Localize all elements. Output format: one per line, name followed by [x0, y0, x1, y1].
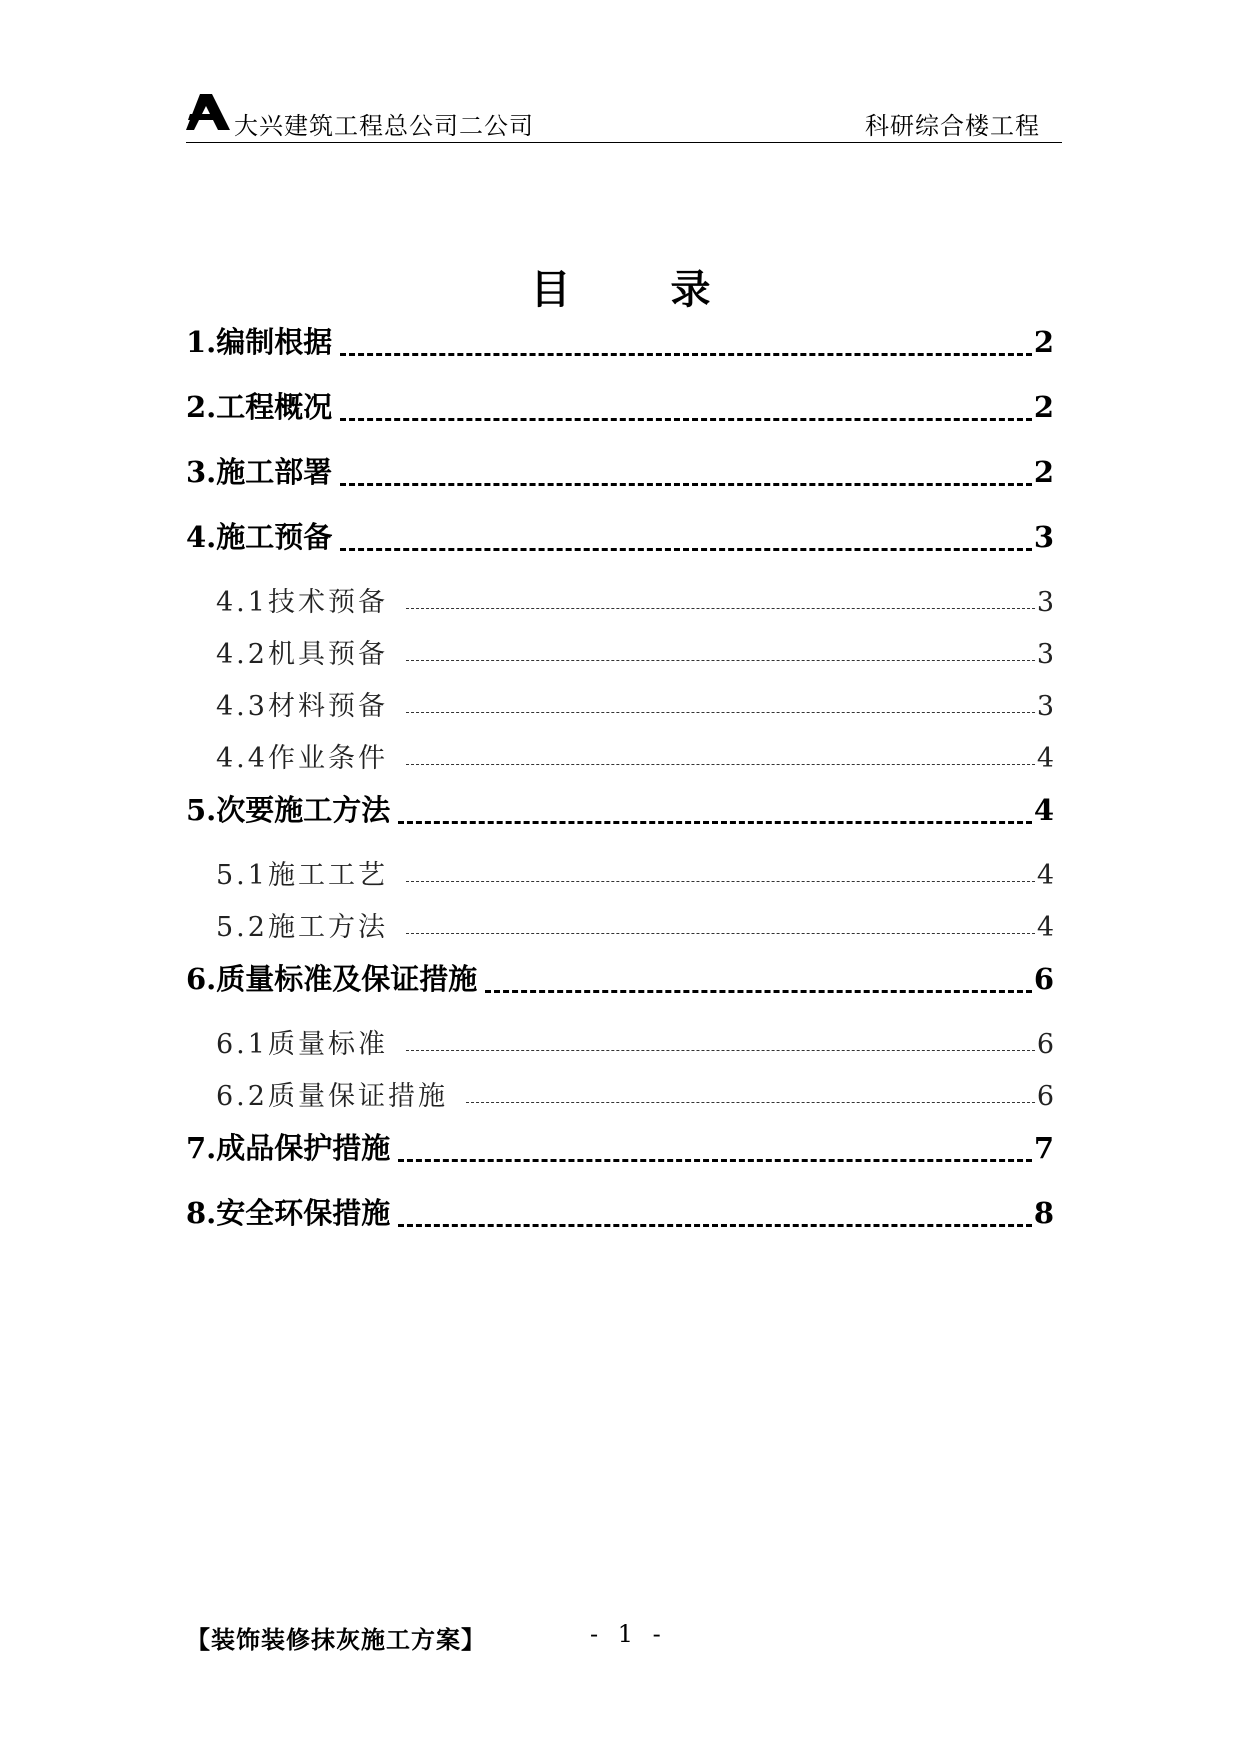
toc-leader — [406, 712, 1035, 713]
company-name: 大兴建筑工程总公司二公司 — [234, 112, 534, 140]
toc-entry-page: 2 — [1033, 390, 1054, 424]
toc-entry[interactable] — [186, 1191, 1054, 1256]
footer-document-name: 【装饰装修抹灰施工方案】 — [186, 1625, 486, 1654]
toc-entry-page: 4 — [1036, 912, 1054, 943]
toc-entry-page: 3 — [1036, 587, 1054, 618]
toc-title — [0, 258, 1241, 315]
toc-leader — [406, 933, 1035, 934]
toc-entry[interactable] — [186, 320, 1054, 385]
toc-title-char-1: 目 — [530, 266, 571, 313]
toc-leader — [466, 1102, 1035, 1103]
toc-leader — [485, 990, 1032, 993]
toc-entry-label: 4.3材料预备 — [216, 691, 388, 722]
toc-entry-label: 6.质量标准及保证措施 — [186, 962, 478, 996]
toc-entry-label: 5.次要施工方法 — [186, 793, 391, 827]
toc-entry-label: 4.2机具预备 — [216, 639, 388, 670]
company-logo-icon — [186, 92, 230, 132]
toc-leader — [340, 548, 1032, 551]
toc-entry-label: 4.4作业条件 — [216, 743, 388, 774]
toc-leader — [340, 483, 1032, 486]
toc-entry-page: 3 — [1036, 691, 1054, 722]
toc-entry-page: 3 — [1033, 520, 1054, 554]
toc-entry-page: 6 — [1033, 962, 1054, 996]
toc-entry[interactable] — [186, 385, 1054, 450]
toc-leader — [406, 1050, 1035, 1051]
toc-leader — [406, 660, 1035, 661]
toc-entry-label: 8.安全环保措施 — [186, 1196, 391, 1230]
toc-entry-label: 2.工程概况 — [186, 390, 333, 424]
footer-page-number: - 1 - — [590, 1620, 667, 1648]
toc-entry-page: 8 — [1033, 1196, 1054, 1230]
toc-entry-label: 5.1施工工艺 — [216, 860, 388, 891]
toc-entry[interactable] — [186, 788, 1054, 853]
toc-leader — [398, 821, 1032, 824]
toc-entry-label: 1.编制根据 — [186, 325, 333, 359]
toc-leader — [340, 353, 1032, 356]
toc-entry-page: 2 — [1033, 455, 1054, 489]
toc-entry-label: 4.1技术预备 — [216, 587, 388, 618]
toc-entry-page: 2 — [1033, 325, 1054, 359]
toc-subentry[interactable] — [186, 853, 1054, 905]
toc-entry-page: 7 — [1033, 1131, 1054, 1165]
toc-subentry[interactable] — [186, 1074, 1054, 1126]
toc-leader — [406, 881, 1035, 882]
toc-subentry[interactable] — [186, 1022, 1054, 1074]
toc-subentry[interactable] — [186, 632, 1054, 684]
toc-entry-page: 3 — [1036, 639, 1054, 670]
toc-subentry[interactable] — [186, 736, 1054, 788]
toc-leader — [340, 418, 1032, 421]
table-of-contents — [186, 320, 1054, 1256]
toc-leader — [398, 1224, 1032, 1227]
toc-entry-label: 6.1质量标准 — [216, 1029, 388, 1060]
toc-entry-page: 6 — [1036, 1029, 1054, 1060]
page-header — [186, 84, 1062, 143]
toc-entry[interactable] — [186, 515, 1054, 580]
toc-entry-page: 4 — [1036, 743, 1054, 774]
toc-entry-page: 4 — [1036, 860, 1054, 891]
toc-leader — [406, 764, 1035, 765]
toc-entry-label: 7.成品保护措施 — [186, 1131, 391, 1165]
project-name: 科研综合楼工程 — [865, 112, 1040, 140]
toc-entry-label: 3.施工部署 — [186, 455, 333, 489]
toc-entry-page: 4 — [1033, 793, 1054, 827]
toc-entry[interactable] — [186, 957, 1054, 1022]
toc-entry[interactable] — [186, 1126, 1054, 1191]
toc-leader — [406, 608, 1035, 609]
toc-title-char-2: 录 — [670, 266, 711, 313]
toc-entry-page: 6 — [1036, 1081, 1054, 1112]
toc-subentry[interactable] — [186, 905, 1054, 957]
toc-entry[interactable] — [186, 450, 1054, 515]
toc-entry-label: 4.施工预备 — [186, 520, 333, 554]
toc-entry-label: 6.2质量保证措施 — [216, 1081, 448, 1112]
toc-subentry[interactable] — [186, 580, 1054, 632]
toc-entry-label: 5.2施工方法 — [216, 912, 388, 943]
toc-subentry[interactable] — [186, 684, 1054, 736]
toc-leader — [398, 1159, 1032, 1162]
